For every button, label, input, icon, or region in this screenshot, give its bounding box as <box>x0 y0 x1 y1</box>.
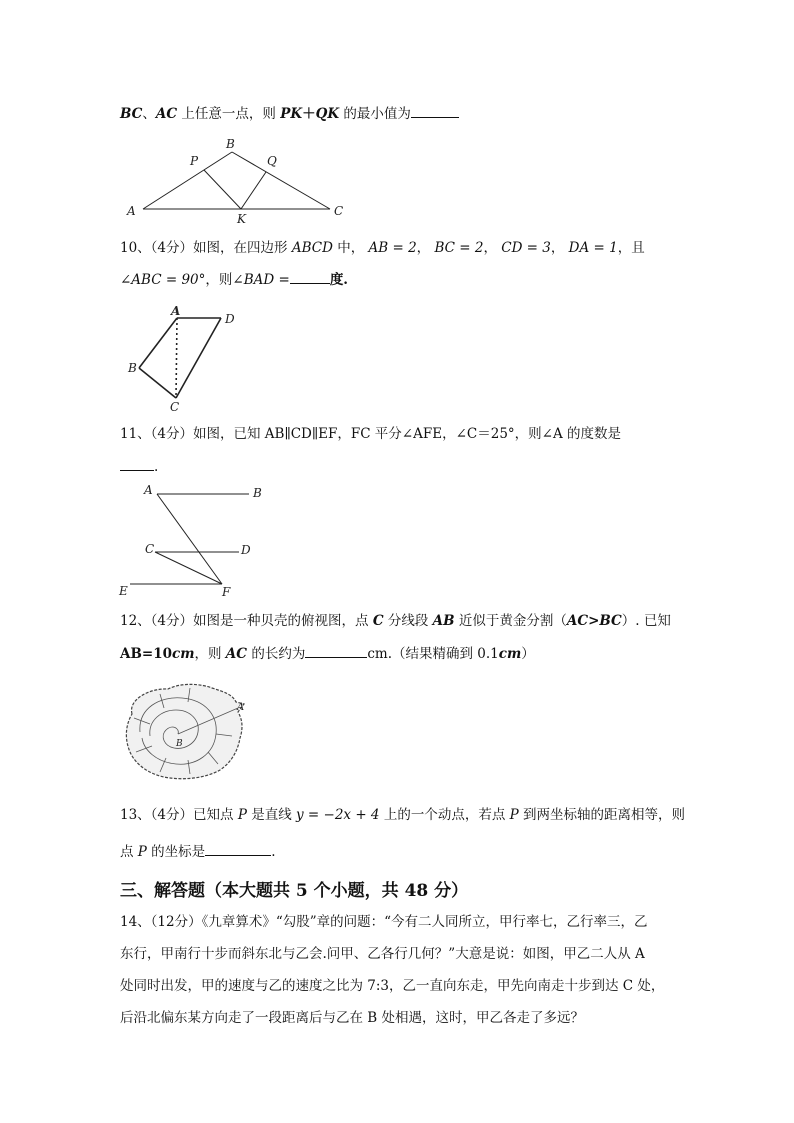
edge-dc <box>176 318 221 398</box>
segment-af <box>157 494 222 584</box>
q10-line-1: 10、（4分）如图，在四边形 ABCD 中， AB = 2， BC = 2， CD = 3， DA = 1，且 <box>120 240 645 256</box>
q12-given: AB=10 <box>120 646 172 662</box>
label-b: B <box>226 137 235 151</box>
q12-p2: 分线段 <box>383 613 433 629</box>
q12-ac: AC <box>225 646 248 662</box>
q13-l2a: 点 <box>120 844 138 860</box>
q9-seg-bc: BC <box>120 106 143 122</box>
label-a: A <box>144 483 153 497</box>
q10-mid: 中， <box>332 240 365 256</box>
label-b: B <box>128 361 137 375</box>
q12-p3: 近似于黄金分割（ <box>454 613 567 629</box>
q10-line-2 <box>120 270 348 289</box>
q13-line-2 <box>120 842 275 861</box>
label-c: C <box>334 204 344 218</box>
section-heading-3: 三、解答题（本大题共 5 个小题，共 48 分） <box>120 881 469 901</box>
label-c: C <box>170 400 180 414</box>
q10-then: ，则 <box>205 272 233 288</box>
q13-p3: 上的一个动点，若点 <box>379 807 510 823</box>
q9-pk: PK <box>280 106 303 122</box>
q14-line-1: 14、（12分）《九章算术》“勾股”章的问题：“今有二人同所立，甲行率七，乙行率三，乙 <box>120 914 648 930</box>
q12-p4: ）. 已知 <box>621 613 671 629</box>
q13-p2: 是直线 <box>246 807 296 823</box>
q12-p6: 的长约为 <box>247 646 306 662</box>
q13-p: P <box>237 807 247 823</box>
q13-p-3: P <box>137 844 147 860</box>
q9-text: 上任意一点，则 <box>177 106 281 122</box>
q13-p-again: P <box>509 807 519 823</box>
figure-parallel-lines <box>118 480 278 600</box>
q12-c: C <box>372 613 384 629</box>
q14-line-3: 处同时出发，甲的速度与乙的速度之比为 7:3，乙一直向东走，甲先向南走十步到达 C 处， <box>120 978 665 994</box>
q9-tail-line <box>120 104 459 123</box>
label-k: K <box>237 212 246 226</box>
q11-line-1: 11、（4分）如图，已知 AB∥CD∥EF，FC 平分∠AFE，∠C＝25°，则∠A 的度数是 <box>120 426 622 442</box>
q9-ask: 的最小值为 <box>339 106 411 122</box>
q10-prefix: 10、（4分）如图，在四边形 <box>120 240 288 256</box>
label-e: E <box>119 584 128 598</box>
q10-ab: AB = 2 <box>368 240 417 256</box>
q12-line-2 <box>120 644 535 663</box>
q10-ask: ∠BAD = <box>232 272 290 288</box>
q12-p5: ，则 <box>194 646 226 662</box>
answer-blank-10[interactable] <box>290 270 330 284</box>
figure-quadrilateral-abcd <box>120 303 250 415</box>
edge-cb <box>139 368 176 398</box>
segment-pk <box>204 170 241 209</box>
q10-da: DA = 1 <box>568 240 618 256</box>
q10-unit: 度. <box>329 272 349 288</box>
q10-angle: ∠ABC = 90° <box>120 272 206 288</box>
label-b: B <box>253 486 262 500</box>
answer-blank-13[interactable] <box>205 842 271 856</box>
q10-bc: BC = 2 <box>434 240 484 256</box>
figure-shell <box>120 674 260 784</box>
q12-cond: AC>BC <box>566 613 622 629</box>
q12-unit: cm.（结果精确到 0.1 <box>367 646 499 662</box>
figure-triangle-abc <box>120 134 360 226</box>
q12-p1: 12、（4分）如图是一种贝壳的俯视图，点 <box>120 613 373 629</box>
edge-ba <box>139 318 177 368</box>
q13-p1: 13、（4分）已知点 <box>120 807 238 823</box>
q9-plus: ＋ <box>302 106 316 122</box>
label-b: B <box>176 739 183 749</box>
q10-end1: ，且 <box>617 240 645 256</box>
q11-end: . <box>154 459 159 475</box>
label-q: Q <box>267 154 277 168</box>
q12-line-1 <box>120 612 671 630</box>
answer-blank-9[interactable] <box>411 104 459 118</box>
label-f: F <box>222 585 231 599</box>
q13-line-1 <box>120 806 685 824</box>
answer-blank-12[interactable] <box>305 644 367 658</box>
answer-blank-11[interactable] <box>120 457 154 471</box>
segment-qk <box>241 172 266 209</box>
q9-qk: QK <box>315 106 340 122</box>
q12-close: ） <box>521 646 535 662</box>
label-a: A <box>127 204 136 218</box>
q13-end: . <box>271 844 276 860</box>
label-d: D <box>225 312 235 326</box>
label-a: A <box>237 702 245 713</box>
label-c: C <box>145 542 155 556</box>
q12-ab: AB <box>432 613 455 629</box>
q13-eq: y = −2x + 4 <box>296 807 380 823</box>
q13-p4: 到两坐标轴的距离相等，则 <box>518 807 686 823</box>
q12-cm2: cm <box>498 646 522 662</box>
label-d: D <box>241 543 251 557</box>
label-a: A <box>171 304 181 318</box>
edge-ab <box>143 152 232 209</box>
q13-l2b: 的坐标是 <box>146 844 206 860</box>
q11-line-2 <box>120 457 158 476</box>
segment-cf <box>155 552 222 584</box>
q9-sep: 、 <box>142 106 156 122</box>
label-p: P <box>190 154 199 168</box>
diagonal-ac <box>176 318 177 398</box>
q14-line-4: 后沿北偏东某方向走了一段距离后与乙在 B 处相遇，这时，甲乙各走了多远？ <box>120 1010 585 1026</box>
q10-cd: CD = 3 <box>501 240 551 256</box>
q12-cm: cm <box>171 646 195 662</box>
q14-line-2: 东行，甲南行十步而斜东北与乙会.问甲、乙各行几何？”大意是说：如图，甲乙二人从 A <box>120 946 645 962</box>
q10-quad: ABCD <box>291 240 333 256</box>
q9-seg-ac: AC <box>155 106 178 122</box>
